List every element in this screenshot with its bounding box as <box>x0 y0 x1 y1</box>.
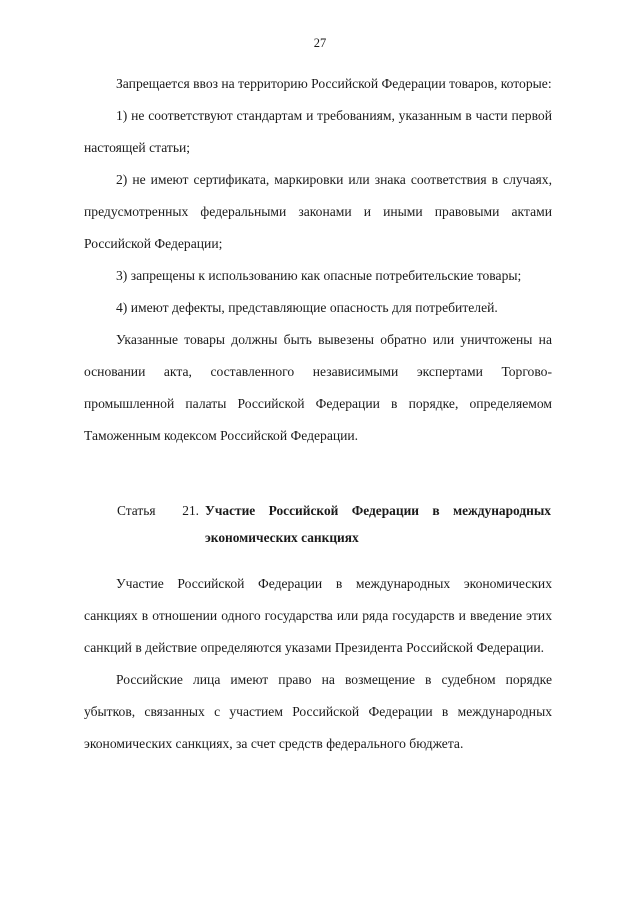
article-title-line-2: экономических санкциях <box>205 530 359 545</box>
article-title <box>205 497 551 551</box>
sanctions-para-1: Участие Российской Федерации в международных экономических санкциях в отношении одного государства или ряда государств и введение этих санкций в действие определяются указами Президента Российской Федерации. <box>84 576 552 655</box>
import-ban-intro: Запрещается ввоз на территорию Российской Федерации товаров, которые: <box>116 76 552 91</box>
import-ban-closing: Указанные товары должны быть вывезены обратно или уничтожены на основании акта, составленного независимыми экспертами Торгово-промышленной палаты Российской Федерации в порядке, определяемом Таможенным кодексом Российской Федерации. <box>84 332 552 443</box>
article-word: Статья <box>117 503 156 518</box>
import-ban-item-1: 1) не соответствуют стандартам и требованиям, указанным в части первой настоящей статьи; <box>84 108 552 155</box>
import-ban-item-3: 3) запрещены к использованию как опасные потребительские товары; <box>116 268 522 283</box>
import-ban-item-2: 2) не имеют сертификата, маркировки или знака соответствия в случаях, предусмотренных федеральными законами и иными правовыми актами Российской Федерации; <box>84 172 552 251</box>
article-number: 21. <box>182 503 199 518</box>
article-label <box>117 503 205 551</box>
article-title-line-1: Участие Российской Федерации в международных <box>205 503 551 518</box>
article-heading <box>117 503 557 551</box>
sanctions-section <box>84 568 552 760</box>
sanctions-para-2: Российские лица имеют право на возмещение в судебном порядке убытков, связанных с участием Российской Федерации в международных экономических санкциях, за счет средств федерального бюджета. <box>84 672 552 751</box>
page-number: 27 <box>313 36 327 50</box>
import-ban-item-4: 4) имеют дефекты, представляющие опасность для потребителей. <box>116 300 498 315</box>
import-ban-section <box>84 68 552 452</box>
